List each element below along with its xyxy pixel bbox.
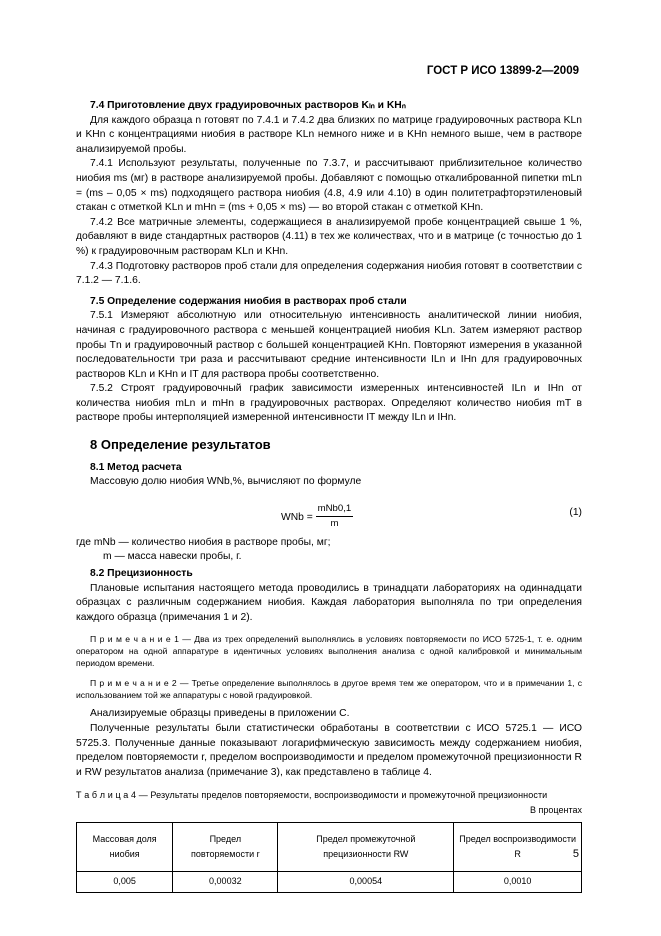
table-header-row: [77, 822, 582, 871]
statistics-paragraph: Полученные результаты были статистически обработаны в соответствии с ИСО 5725.1 — ИСО 5725.3. Полученные данные показывают логарифмическую зависимость между содержанием ниобия, пределом повторяемости r, пределом воспроизводимости и пределом промежуточной прецизионности R и RW результатов анализа (примечание 3), как представлено в таблице 4.: [76, 723, 582, 778]
section-7-4-3-paragraph: 7.4.3 Подготовку растворов проб стали для определения содержания ниобия готовят в соответствии с 7.1.2 — 7.1.6.: [76, 260, 582, 287]
document-body: [76, 97, 582, 893]
formula-expression: [281, 502, 353, 532]
table-row: [77, 871, 582, 892]
note-2: П р и м е ч а н и е 2 — Третье определение выполнялось в другое время тем же оператором, что и в примечании 1, с использованием той же аппаратуры с новой градуировкой.: [76, 678, 582, 701]
formula-numerator: mNb0,1: [316, 502, 354, 518]
section-8-1-title: 8.1 Метод расчета: [90, 461, 182, 473]
annex-paragraph: Анализируемые образцы приведены в приложении С.: [90, 708, 350, 720]
table-cell: 0,00054: [278, 871, 454, 892]
formula-lhs: WNb =: [281, 511, 313, 523]
table-cell: 0,005: [77, 871, 173, 892]
formula-denominator: m: [330, 518, 339, 530]
table-units: В процентах: [530, 804, 582, 815]
page-number: 5: [572, 848, 579, 860]
section-7-4-paragraph: Для каждого образца n готовят по 7.4.1 и 7.4.2 два близких по матрице градуировочных раствора KLn и KHn с концентрациями ниобия в растворе KLn немного ниже и в KHn немного выше, чем в растворе анализируемой пробы.: [76, 114, 582, 155]
results-table: [76, 822, 582, 893]
section-8-1-text: Массовую долю ниобия WNb,%, вычисляют по формуле: [90, 476, 362, 488]
table-caption: Т а б л и ц а 4 — Результаты пределов повторяемости, воспроизводимости и промежуточной прецизионности: [76, 790, 548, 801]
section-7-5-title: 7.5 Определение содержания ниобия в растворах проб стали: [90, 295, 407, 307]
formula-number: (1): [569, 506, 582, 518]
formula-1: [76, 496, 582, 532]
precision-paragraph: Плановые испытания настоящего метода проводились в тринадцати лабораториях на одиннадцати образцах с различным содержанием ниобия. Каждая лаборатория выполняла по три определения каждого образца (примечания 1 и 2).: [76, 582, 582, 623]
section-7-5-1-paragraph: 7.5.1 Измеряют абсолютную или относительную интенсивность аналитической линии ниобия, начиная с градуировочного раствора с меньшей концентрацией ниобия KLn. Затем измеряют раствор пробы Tn и градуировочный раствор с большей концентрацией KHn. Повторяют измерения в указанной последовательности три раза и рассчитывают средние интенсивности ILn и IHn для градуировочных растворов KLn и KHn и IT для раствора пробы соответственно.: [76, 310, 582, 380]
section-7-5-2-paragraph: 7.5.2 Строят градуировочный график зависимости измеренных интенсивностей ILn и IHn от количества ниобия mLn и mHn в градуировочных растворах. Определяют количество ниобия mT в растворе пробы интерполяцией измеренной интенсивности IT между ILn и IHn.: [76, 383, 582, 424]
where-line-1: где mNb — количество ниобия в растворе пробы, мг;: [76, 536, 331, 548]
section-8-title: 8 Определение результатов: [90, 437, 271, 453]
section-8-2-title: 8.2 Прецизионность: [90, 568, 193, 580]
section-7-4-2-paragraph: 7.4.2 Все матричные элементы, содержащиеся в анализируемой пробе концентрацией свыше 1 %, добавляют в виде стандартных растворов (4.11) в тех же количествах, что и в матрице (с точностью до 1 %) к градуировочным растворам KLn и KHn.: [76, 216, 582, 257]
table-cell: 0,00032: [173, 871, 278, 892]
table-cell: 0,0010: [454, 871, 582, 892]
where-line-2: m — масса навески пробы, г.: [103, 551, 242, 563]
table-header-cell: Массовая доля ниобия: [77, 822, 173, 871]
table-header-cell: Предел повторяемости r: [173, 822, 278, 871]
section-7-4-title: 7.4 Приготовление двух градуировочных растворов Kₗₙ и KHₙ: [90, 100, 406, 111]
section-7-4-1-paragraph: 7.4.1 Используют результаты, полученные по 7.3.7, и рассчитывают приблизительное количество ниобия ms (мг) в растворе анализируемой пробы. Добавляют с помощью откалиброванной пипетки mLn = (ms – 0,05 × ms) подходящего раствора ниобия (4.8, 4.9 или 4.10) в один политетрафторэтиленовый стакан с отметкой KLn и mHn = (ms + 0,05 × ms) — во второй стакан с отметкой KHn.: [76, 158, 582, 214]
table-header-cell: Предел воспроизводимости R: [454, 822, 582, 871]
note-1: П р и м е ч а н и е 1 — Два из трех определений выполнялись в условиях повторяемости по ИСО 5725-1, т. е. одним оператором на одной аппаратуре в идентичных условиях выполнения анализа с одной калибровкой и минимальным периодом времени.: [76, 634, 582, 669]
table-header-cell: Предел промежуточной прецизионности RW: [278, 822, 454, 871]
document-header-code: ГОСТ Р ИСО 13899-2—2009: [426, 65, 579, 77]
formula-fraction: [316, 502, 354, 532]
